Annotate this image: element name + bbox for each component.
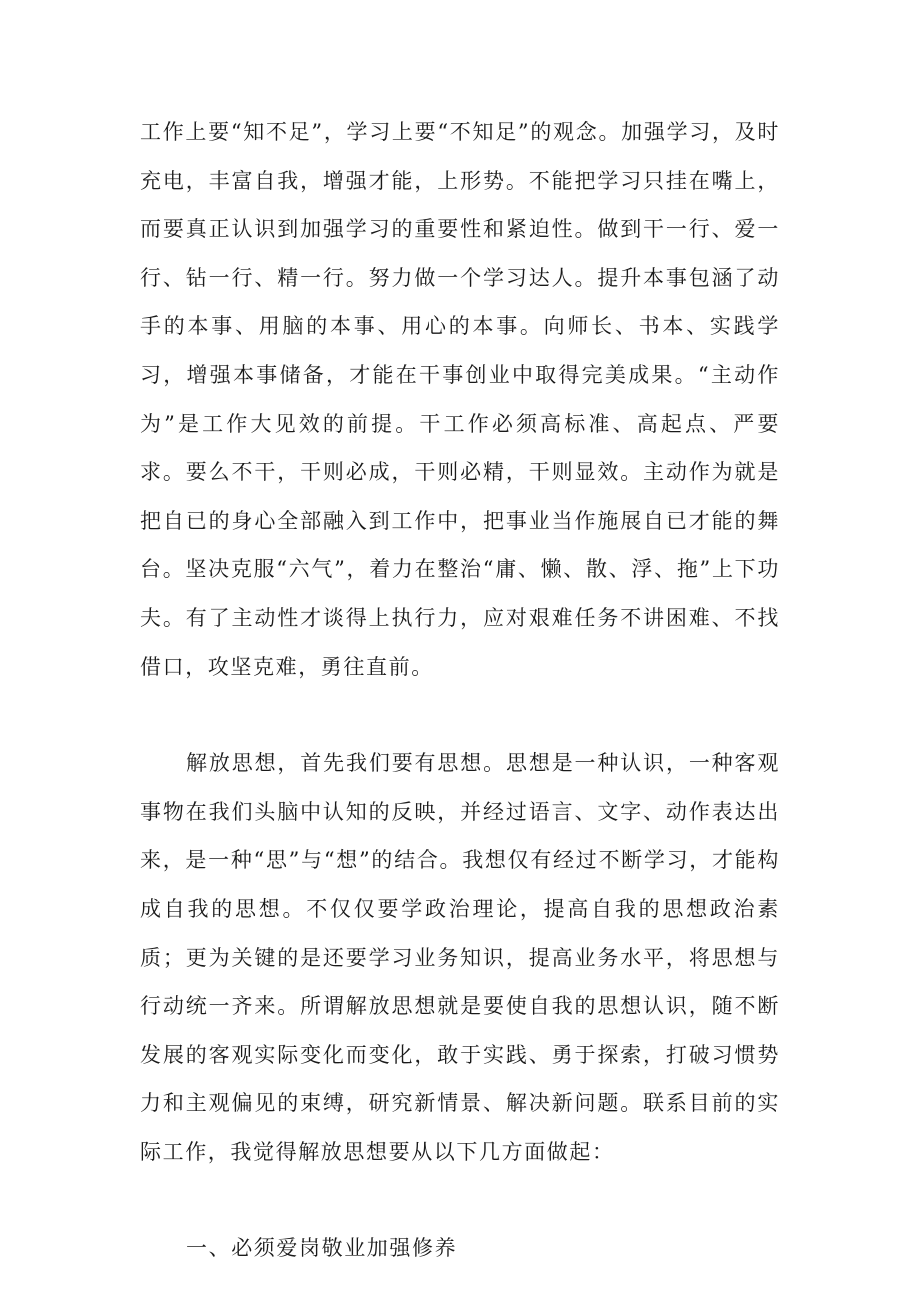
paragraph-gap	[140, 691, 780, 739]
paragraph-liberate-thinking: 解放思想，首先我们要有思想。思想是一种认识，一种客观事物在我们头脑中认知的反映，并经过语言、文字、动作表达出来，是一种“思”与“想”的结合。我想仅有经过不断学习，才能构成自我的思想。不仅仅要学政治理论，提高自我的思想政治素质；更为关键的是还要学习业务知识，提高业务水平，将思想与行动统一齐来。所谓解放思想就是要使自我的思想认识，随不断发展的客观实际变化而变化，敢于实践、勇于探索，打破习惯势力和主观偏见的束缚，研究新情景、解决新问题。联系目前的实际工作，我觉得解放思想要从以下几方面做起：	[140, 751, 780, 1164]
paragraph-gap	[140, 1176, 780, 1224]
paragraph-continuation: 工作上要“知不足”，学习上要“不知足”的观念。加强学习，及时充电，丰富自我，增强才能，上形势。不能把学习只挂在嘴上，而要真正认识到加强学习的重要性和紧迫性。做到干一行、爱一行、钻一行、精一行。努力做一个学习达人。提升本事包涵了动手的本事、用脑的本事、用心的本事。向师长、书本、实践学习，增强本事储备，才能在干事创业中取得完美成果。“主动作为”是工作大见效的前提。干工作必须高标准、高起点、严要求。要么不干，干则必成，干则必精，干则显效。主动作为就是把自已的身心全部融入到工作中，把事业当作施展自已才能的舞台。坚决克服“六气”，着力在整治“庸、懒、散、浮、拖”上下功夫。有了主动性才谈得上执行力，应对艰难任务不讲困难、不找借口，攻坚克难，勇往直前。	[140, 120, 780, 679]
section-heading: 一、必须爱岗敬业加强修养	[186, 1236, 458, 1261]
document-body	[140, 108, 780, 1273]
